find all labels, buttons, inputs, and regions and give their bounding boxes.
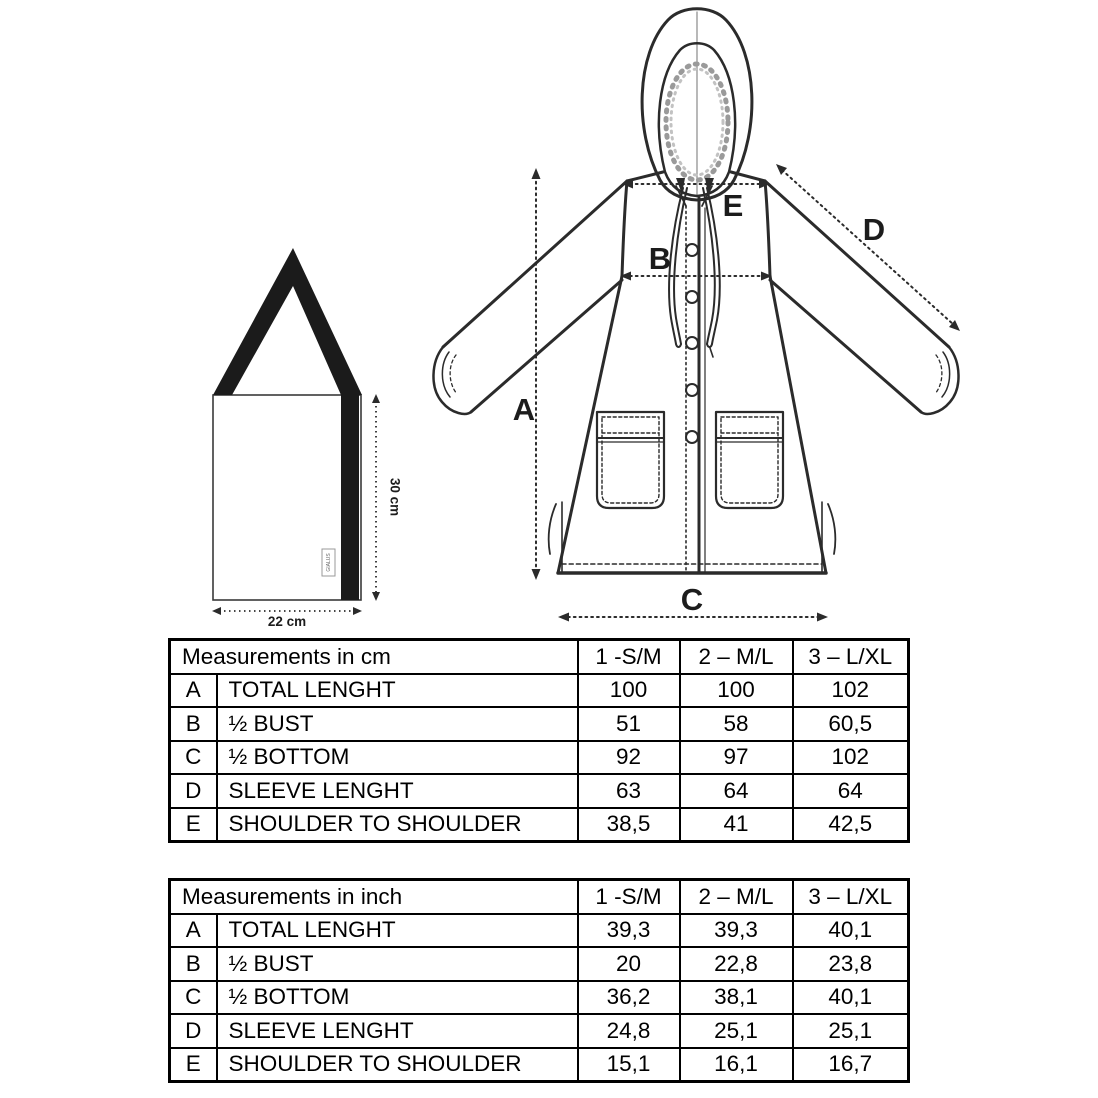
- table-row: [170, 1048, 909, 1082]
- table-row: [170, 947, 909, 981]
- arrow-down-icon: [372, 592, 380, 601]
- arrow-right-icon: [817, 613, 828, 622]
- row-key: A: [170, 674, 217, 708]
- brand-tag: [322, 549, 335, 576]
- hood-drawstrings: [669, 178, 720, 357]
- row-value: 22,8: [680, 947, 793, 981]
- table-row: [170, 981, 909, 1015]
- coat-pocket-left: [597, 412, 664, 508]
- row-key: D: [170, 1014, 217, 1048]
- button: [686, 244, 698, 256]
- row-value: 16,7: [793, 1048, 909, 1082]
- row-key: B: [170, 707, 217, 741]
- size-table-inch: [168, 878, 910, 1083]
- coat-diagram: [433, 9, 960, 622]
- row-key: B: [170, 947, 217, 981]
- row-key: C: [170, 741, 217, 775]
- row-name: TOTAL LENGHT: [217, 674, 578, 708]
- row-value: 39,3: [578, 914, 680, 948]
- button: [686, 337, 698, 349]
- button: [686, 384, 698, 396]
- row-value: 51: [578, 707, 680, 741]
- row-name: SHOULDER TO SHOULDER: [217, 1048, 578, 1082]
- row-value: 23,8: [793, 947, 909, 981]
- row-name: SLEEVE LENGHT: [217, 774, 578, 808]
- row-key: D: [170, 774, 217, 808]
- arrow-left-icon: [212, 607, 221, 615]
- table-header-row: [170, 880, 909, 914]
- row-value: 97: [680, 741, 793, 775]
- row-value: 16,1: [680, 1048, 793, 1082]
- row-value: 63: [578, 774, 680, 808]
- label-a: A: [512, 392, 536, 427]
- dimension-a: [532, 168, 541, 580]
- bag-width-label: 22 cm: [267, 614, 307, 629]
- bag-strap: [213, 248, 362, 395]
- brand-tag-label: GIALUS: [325, 553, 332, 572]
- arrow-down-icon: [532, 569, 541, 580]
- bag-body: [213, 395, 361, 600]
- row-value: 39,3: [680, 914, 793, 948]
- table-row: [170, 774, 909, 808]
- column-header-sm: 1 -S/M: [578, 640, 680, 674]
- row-value: 60,5: [793, 707, 909, 741]
- row-key: C: [170, 981, 217, 1015]
- row-value: 20: [578, 947, 680, 981]
- column-header-lxl: 3 – L/XL: [793, 880, 909, 914]
- buttons: [686, 244, 698, 443]
- row-name: TOTAL LENGHT: [217, 914, 578, 948]
- table-title: Measurements in inch: [170, 880, 578, 914]
- row-value: 36,2: [578, 981, 680, 1015]
- row-value: 24,8: [578, 1014, 680, 1048]
- column-header-ml: 2 – M/L: [680, 640, 793, 674]
- coat-placket: [676, 186, 712, 573]
- row-value: 64: [793, 774, 909, 808]
- row-value: 102: [793, 674, 909, 708]
- arrow-left-icon: [558, 613, 569, 622]
- row-key: E: [170, 808, 217, 842]
- label-d: D: [862, 212, 886, 247]
- dimension-b: [620, 272, 772, 281]
- bag-height-label: 30 cm: [387, 477, 403, 517]
- coat-sleeve-right: [765, 181, 959, 414]
- table-row: [170, 741, 909, 775]
- table-title: Measurements in cm: [170, 640, 578, 674]
- row-value: 38,1: [680, 981, 793, 1015]
- row-value: 100: [578, 674, 680, 708]
- row-name: ½ BOTTOM: [217, 981, 578, 1015]
- arrow-up-icon: [532, 168, 541, 179]
- coat-side-slits: [549, 502, 836, 572]
- table-row: [170, 808, 909, 842]
- dimension-e: [622, 180, 770, 189]
- column-header-lxl: 3 – L/XL: [793, 640, 909, 674]
- label-b: B: [648, 241, 672, 276]
- row-value: 40,1: [793, 914, 909, 948]
- coat-body: [558, 172, 826, 573]
- row-key: E: [170, 1048, 217, 1082]
- row-name: SHOULDER TO SHOULDER: [217, 808, 578, 842]
- coat-pocket-right: [716, 412, 783, 508]
- table-row: [170, 707, 909, 741]
- table-row: [170, 914, 909, 948]
- coat-hood: [642, 9, 752, 200]
- row-value: 102: [793, 741, 909, 775]
- row-name: ½ BUST: [217, 707, 578, 741]
- row-name: SLEEVE LENGHT: [217, 1014, 578, 1048]
- coat-sleeve-left: [433, 181, 627, 414]
- size-table-cm: [168, 638, 910, 843]
- table-row: [170, 674, 909, 708]
- row-name: ½ BUST: [217, 947, 578, 981]
- row-name: ½ BOTTOM: [217, 741, 578, 775]
- table-header-row: [170, 640, 909, 674]
- column-header-sm: 1 -S/M: [578, 880, 680, 914]
- column-header-ml: 2 – M/L: [680, 880, 793, 914]
- row-value: 64: [680, 774, 793, 808]
- arrow-up-left-icon: [776, 164, 787, 175]
- bag-height-dimension: [372, 394, 380, 601]
- button: [686, 291, 698, 303]
- row-key: A: [170, 914, 217, 948]
- row-value: 92: [578, 741, 680, 775]
- label-e: E: [722, 188, 744, 223]
- row-value: 58: [680, 707, 793, 741]
- row-value: 41: [680, 808, 793, 842]
- arrow-up-icon: [372, 394, 380, 403]
- row-value: 40,1: [793, 981, 909, 1015]
- button: [686, 431, 698, 443]
- row-value: 25,1: [680, 1014, 793, 1048]
- table-row: [170, 1014, 909, 1048]
- dimension-d: [776, 164, 960, 331]
- bag-side-band: [341, 395, 359, 600]
- arrow-right-icon: [353, 607, 362, 615]
- bag-diagram: [212, 248, 402, 629]
- row-value: 15,1: [578, 1048, 680, 1082]
- row-value: 38,5: [578, 808, 680, 842]
- row-value: 42,5: [793, 808, 909, 842]
- row-value: 100: [680, 674, 793, 708]
- row-value: 25,1: [793, 1014, 909, 1048]
- label-c: C: [680, 582, 704, 617]
